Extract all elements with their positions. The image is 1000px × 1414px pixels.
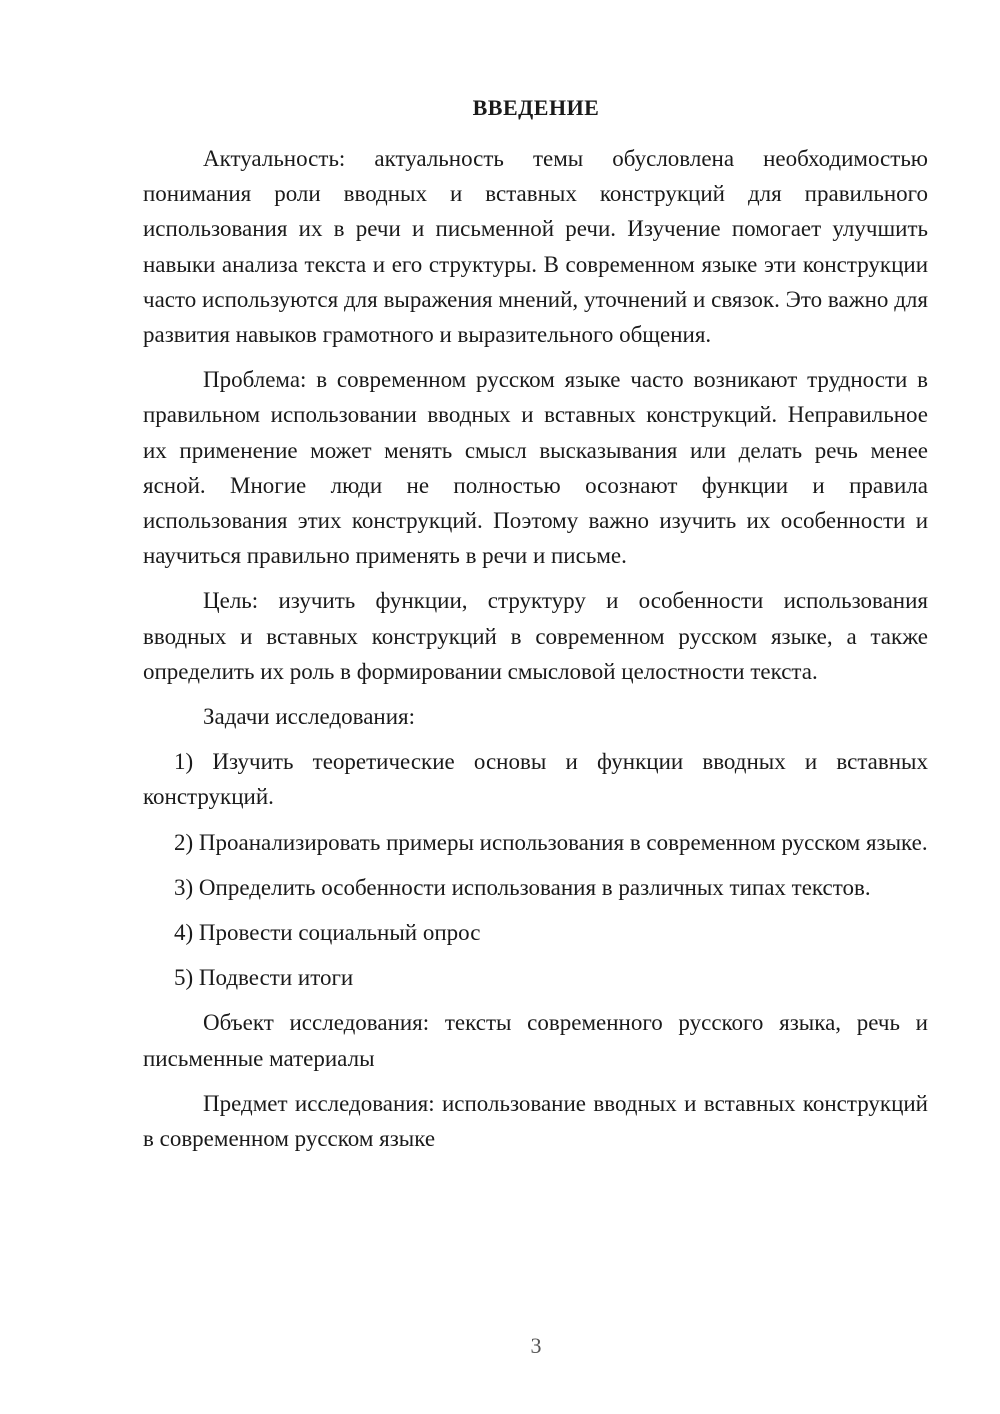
body-text bbox=[143, 141, 928, 1166]
page-number: 3 bbox=[530, 1333, 542, 1358]
section-heading: ВВЕДЕНИЕ bbox=[472, 95, 600, 120]
paragraph-problem: Проблема: в современном русском языке часто возникают трудности в правильном использовании вводных и вставных конструкций. Неправильное их применение может менять смысл высказывания или делать речь менее ясной. Многие люди не полностью осознают функции и правила использования этих конструкций. Поэтому важно изучить их особенности и научиться правильно применять в речи и письме. bbox=[143, 367, 928, 569]
paragraph-object: Объект исследования: тексты современного русского языка, речь и письменные материалы bbox=[143, 1010, 928, 1071]
task-item-2: 2) Проанализировать примеры использования в современном русском языке. bbox=[174, 829, 928, 855]
paragraph-goal: Цель: изучить функции, структуру и особенности использования вводных и вставных конструкций в современном русском языке, а также определить их роль в формировании смысловой целостности текста. bbox=[143, 588, 928, 684]
task-item-3: 3) Определить особенности использования в различных типах текстов. bbox=[174, 874, 871, 900]
paragraph-tasks-heading: Задачи исследования: bbox=[203, 704, 416, 730]
task-item-5: 5) Подвести итоги bbox=[174, 965, 354, 991]
paragraph-relevance: Актуальность: актуальность темы обусловлена необходимостью понимания роли вводных и вставных конструкций для правильного использования их в речи и письменной речи. Изучение помогает улучшить навыки анализа текста и его структуры. В современном языке эти конструкции часто используются для выражения мнений, уточнений и связок. Это важно для развития навыков грамотного и выразительного общения. bbox=[143, 146, 928, 348]
paragraph-subject: Предмет исследования: использование вводных и вставных конструкций в современном русском языке bbox=[143, 1090, 928, 1152]
task-item-1: 1) Изучить теоретические основы и функции вводных и вставных конструкций. bbox=[143, 749, 928, 810]
task-item-4: 4) Провести социальный опрос bbox=[174, 920, 481, 946]
